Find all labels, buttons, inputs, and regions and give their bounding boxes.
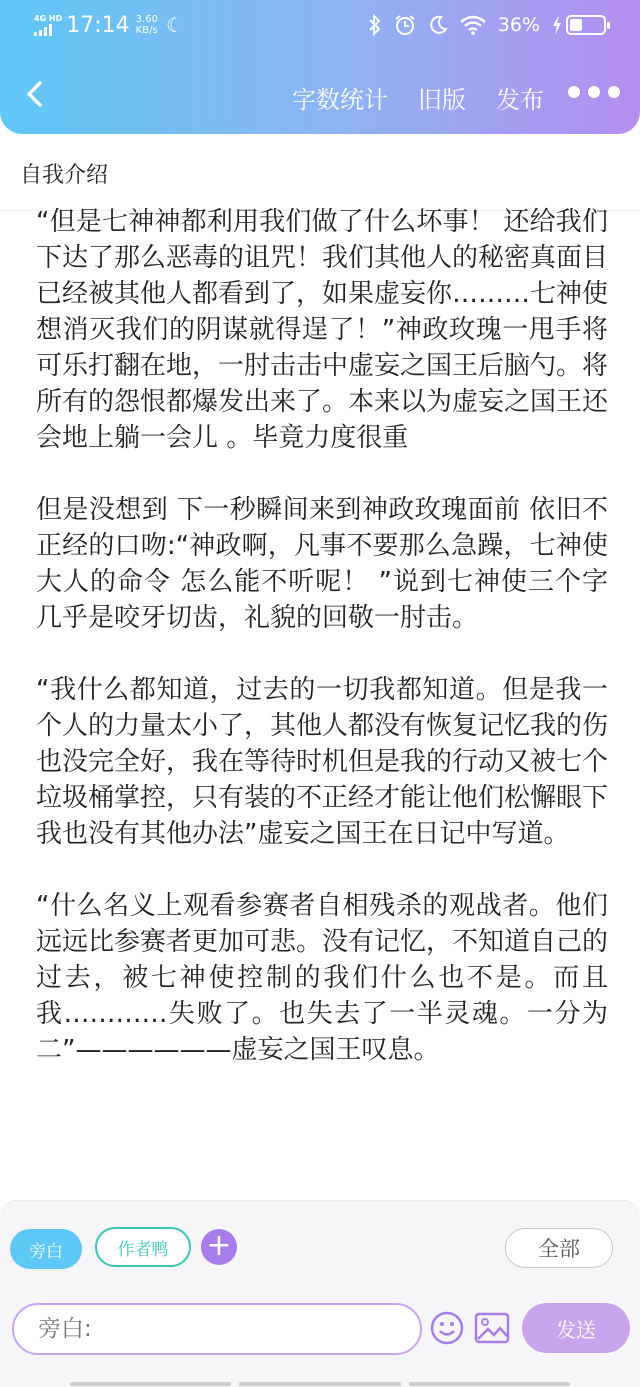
composer-panel xyxy=(0,1200,640,1387)
charging-icon xyxy=(552,15,562,35)
alarm-icon xyxy=(394,14,416,36)
navigation-bar xyxy=(0,62,640,132)
speed-value: 3.60 xyxy=(135,14,158,25)
signal-icon xyxy=(34,24,62,36)
author-chip[interactable]: 作者鸭 xyxy=(95,1227,191,1267)
word-count-button[interactable]: 字数统计 xyxy=(292,86,388,114)
chevron-left-icon[interactable] xyxy=(18,76,54,112)
more-dots-icon[interactable] xyxy=(568,86,620,98)
home-indicator xyxy=(70,1382,570,1386)
message-input[interactable] xyxy=(12,1303,422,1355)
battery-fill xyxy=(570,19,582,31)
speed-unit: KB/s xyxy=(135,25,158,36)
publish-button[interactable]: 发布 xyxy=(496,86,544,114)
narrator-chip[interactable]: 旁白 xyxy=(10,1229,82,1269)
emoji-icon[interactable] xyxy=(430,1311,464,1345)
battery-icon xyxy=(566,15,606,35)
chapter-title[interactable]: 自我介绍 xyxy=(20,163,109,188)
network-type: 4G HD xyxy=(34,14,63,23)
bluetooth-icon xyxy=(368,14,382,36)
paragraph: 但是没想到 下一秒瞬间来到神政玫瑰面前 依旧不正经的口吻:“神政啊，凡事不要那么急躁，七神使大人的命令 怎么能不听呢！ ”说到七神使三个字几乎是咬牙切齿，礼貌的回敬一肘击。 xyxy=(36,495,608,633)
all-button[interactable]: 全部 xyxy=(505,1228,613,1268)
moon-icon xyxy=(428,15,448,35)
wifi-icon xyxy=(460,15,486,35)
paragraph: “但是七神神都利用我们做了什么坏事！ 还给我们下达了那么恶毒的诅咒！我们其他人的秘密真面目已经被其他人都看到了，如果虚妄你………七神使想消灭我们的阴谋就得逞了！”神政玫瑰一甩手将可乐打翻在地，一肘击击中虚妄之国王后脑勺。将所有的怨恨都爆发出来了。本来以为虚妄之国王还会地上躺一会儿 。毕竟力度很重 xyxy=(36,207,609,453)
moon-icon: ☾ xyxy=(165,13,184,37)
battery-percent: 36% xyxy=(497,14,540,36)
clock: 17:14 xyxy=(66,12,130,38)
paragraph: “我什么都知道，过去的一切我都知道。但是我一个人的力量太小了，其他人都没有恢复记忆我的伤也没完全好，我在等待时机但是我的行动又被七个垃圾桶掌控，只有装的不正经才能让他们松懈眼下我也没有其他办法”虚妄之国王在日记中写道。 xyxy=(36,675,609,849)
old-version-button[interactable]: 旧版 xyxy=(418,86,466,114)
send-button[interactable]: 发送 xyxy=(522,1303,630,1353)
image-icon[interactable] xyxy=(474,1311,510,1345)
network-speed xyxy=(136,14,158,36)
app-header xyxy=(0,0,640,134)
add-character-button[interactable]: + xyxy=(201,1229,237,1265)
network-indicator xyxy=(34,14,62,36)
paragraph: “什么名义上观看参赛者自相残杀的观战者。他们远远比参赛者更加可悲。没有记忆，不知道自己的过去，被七神使控制的我们什么也不是。而且我…………失败了。也失去了一半灵魂。一分为二”——————虚妄之国王叹息。 xyxy=(36,891,609,1065)
status-bar xyxy=(0,0,640,52)
story-content[interactable] xyxy=(36,204,608,1104)
